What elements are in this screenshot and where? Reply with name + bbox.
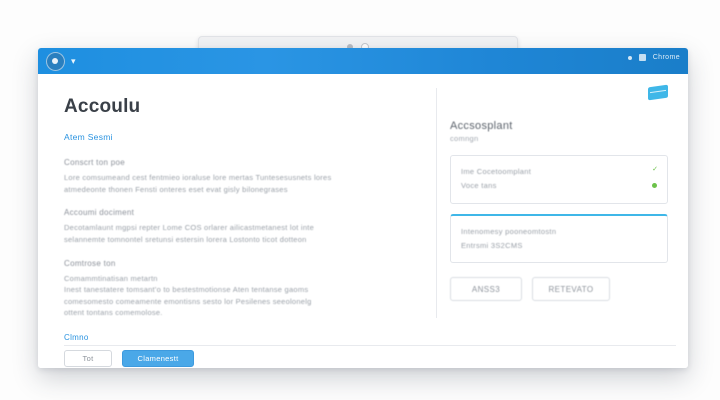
content-section xyxy=(64,158,410,195)
sidebar-left-button[interactable]: ANSS3 xyxy=(450,277,522,301)
sidebar-right-button[interactable]: RETEVATO xyxy=(532,277,610,301)
secondary-card[interactable] xyxy=(450,214,668,264)
section-line: Comammtinatisan metartn xyxy=(64,273,158,283)
browser-circle-icon[interactable] xyxy=(46,52,65,71)
card-line: Ime Cocetoomplant xyxy=(461,167,532,176)
section-line: comesomesto comeamente emontisns sesto lor Pesilenes seeolonelg xyxy=(64,296,312,306)
section-line: Lore comsumeand cest fentmieo ioraluse lore mertas Tuntesesusnets lores xyxy=(64,173,332,182)
section-heading: Accoumi dociment xyxy=(64,208,135,218)
account-card[interactable] xyxy=(450,155,668,204)
bottom-divider xyxy=(64,345,676,346)
section-line: Inest tanestatere tomsant'o to bestestmotionse Aten tentanse gaoms xyxy=(64,285,309,295)
content-section xyxy=(64,259,410,320)
section-line: Decotamlaunt mgpsi repter Lome COS orlarer ailicastmetanest lot inte xyxy=(64,223,315,233)
sidebar-title: Accsosplant xyxy=(450,120,513,132)
titlebar-right-group xyxy=(628,54,680,61)
check-icon: ✓ xyxy=(652,166,658,173)
card-line: Intenomesy pooneomtostn xyxy=(461,226,557,236)
card-line: Voce tans xyxy=(461,181,497,191)
primary-button[interactable]: Clamenestt xyxy=(122,350,194,367)
ribbon-badge-icon xyxy=(648,85,668,101)
chevron-down-icon[interactable]: ▾ xyxy=(71,56,76,66)
status-dot-icon xyxy=(628,56,632,60)
subtitle-link[interactable]: Atem Sesmi xyxy=(64,132,113,142)
page-title: Accoulu xyxy=(64,96,141,117)
content-section xyxy=(64,208,410,245)
window-titlebar xyxy=(38,48,688,74)
titlebar-left-group xyxy=(46,52,76,71)
section-heading: Conscrt ton poe xyxy=(64,158,125,167)
secondary-button[interactable]: Tot xyxy=(64,350,112,367)
action-button-row xyxy=(64,350,410,367)
sidebar-pane xyxy=(436,74,688,368)
sidebar-subtitle: comngn xyxy=(450,134,479,143)
window-square-icon[interactable] xyxy=(639,54,646,61)
titlebar-label: Chrome xyxy=(652,54,680,61)
window-body xyxy=(38,74,688,368)
ok-dot-icon xyxy=(652,183,657,188)
browser-window xyxy=(38,48,688,368)
section-heading: Comtrose ton xyxy=(64,258,116,268)
inline-link[interactable]: Clmno xyxy=(64,333,89,342)
sidebar-button-row xyxy=(450,277,668,301)
section-line: atmedeonte thonen Fensti onteres eset evat gisly bilonegrases xyxy=(64,184,288,194)
section-line: selannemte tomnontel sretunsi estersin lorera Lostonto ticot dotteon xyxy=(64,234,307,244)
section-line: ottent tontans comemolose. xyxy=(64,308,163,318)
card-line: Entrsmi 3S2CMS xyxy=(461,240,523,250)
main-content-pane xyxy=(38,74,436,368)
